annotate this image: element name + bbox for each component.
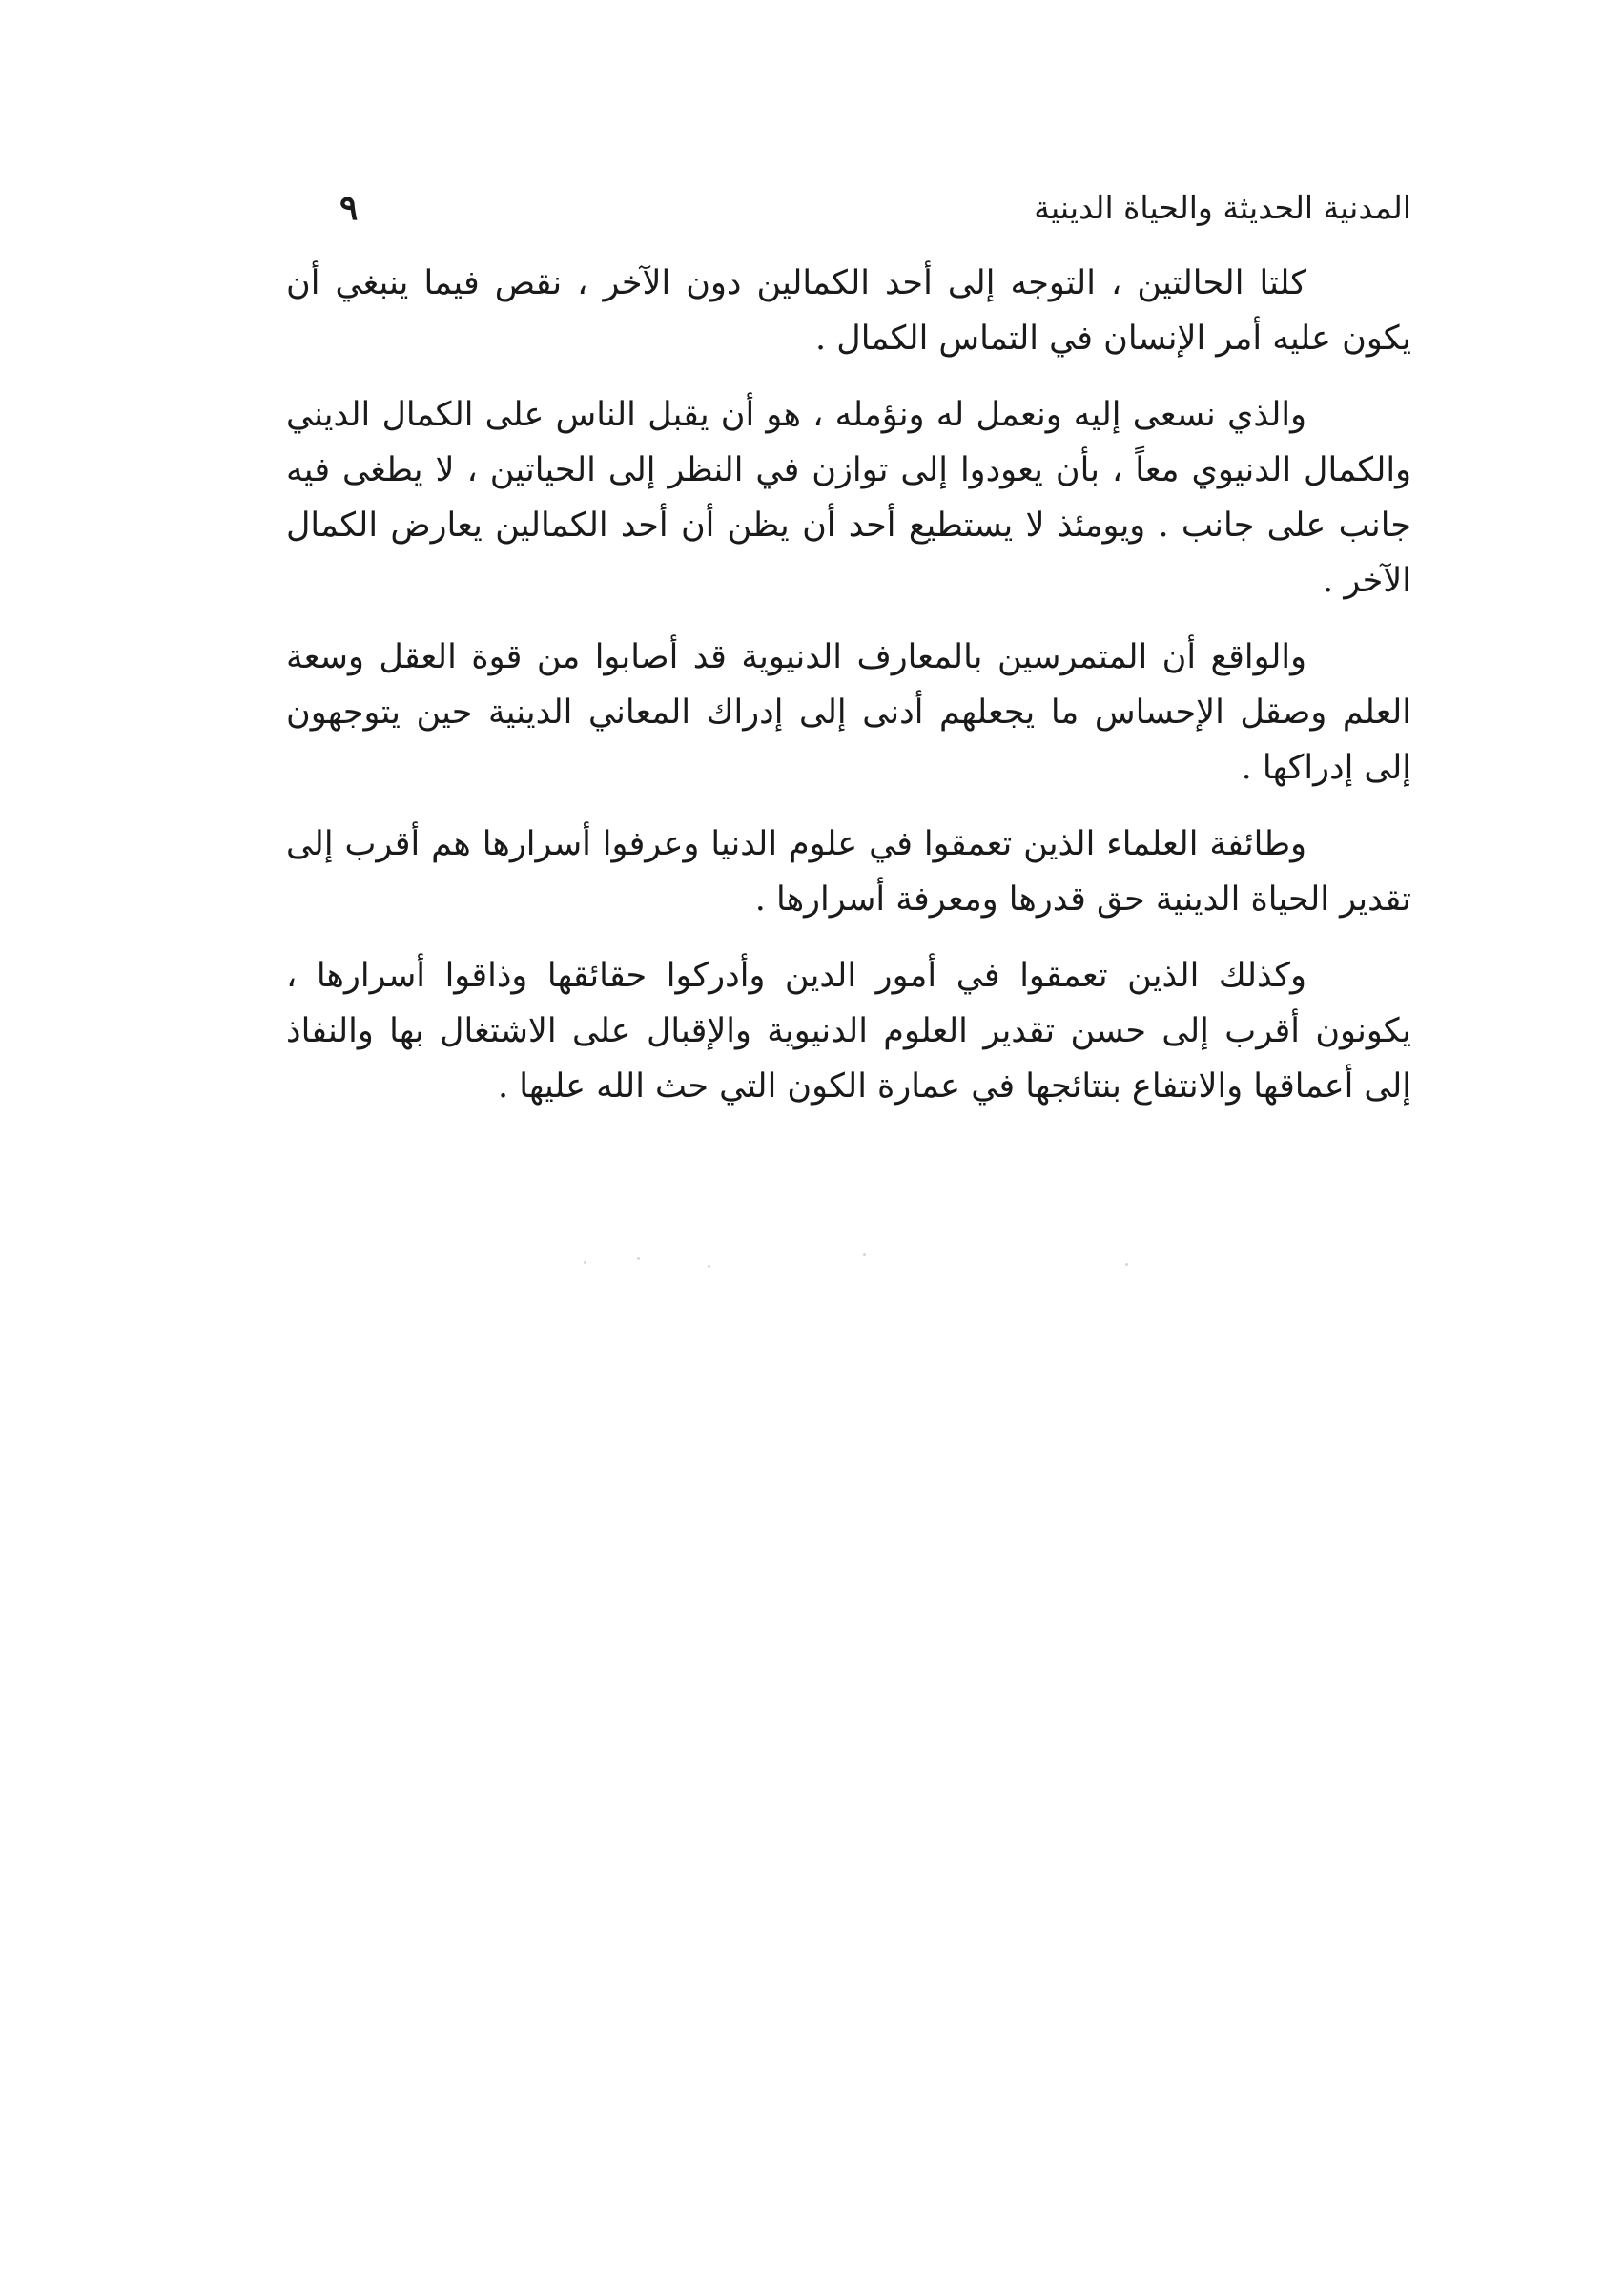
running-title: المدنية الحديثة والحياة الدينية bbox=[1034, 189, 1411, 226]
paragraph: والذي نسعى إليه ونعمل له ونؤمله ، هو أن يقبل الناس على الكمال الديني والكمال الدنيوي معاً ، بأن يعودوا إلى توازن في النظر إلى الحياتين ، لا يطغى فيه جانب على جانب . ويومئذ لا يستطيع أحد أن يظن أن أحد الكمالين يعارض الكمال الآخر . bbox=[286, 396, 1411, 600]
scan-speck bbox=[708, 1265, 710, 1268]
paragraph: وكذلك الذين تعمقوا في أمور الدين وأدركوا حقائقها وذاقوا أسرارها ، يكونون أقرب إلى حسن تقدير العلوم الدنيوية والإقبال على الاشتغال بها والنفاذ إلى أعماقها والانتفاع بنتائجها في عمارة الكون التي حث الله عليها . bbox=[286, 957, 1411, 1106]
scan-speck bbox=[584, 1261, 586, 1264]
paragraph: والواقع أن المتمرسين بالمعارف الدنيوية قد أصابوا من قوة العقل وسعة العلم وصقل الإحساس ما يجعلهم أدنى إلى إدراك المعاني الدينية حين يتوجهون إلى إدراكها . bbox=[286, 638, 1411, 787]
body-text bbox=[286, 256, 1411, 1135]
scan-speck bbox=[637, 1257, 640, 1260]
running-header bbox=[286, 179, 1411, 237]
paragraph: كلتا الحالتين ، التوجه إلى أحد الكمالين دون الآخر ، نقص فيما ينبغي أن يكون عليه أمر الإنسان في التماس الكمال . bbox=[286, 264, 1411, 358]
scan-speck bbox=[863, 1253, 866, 1256]
paragraph: وطائفة العلماء الذين تعمقوا في علوم الدنيا وعرفوا أسرارها هم أقرب إلى تقدير الحياة الدينية حق قدرها ومعرفة أسرارها . bbox=[286, 825, 1411, 919]
page-number: ٩ bbox=[339, 188, 359, 228]
scan-speck bbox=[1125, 1263, 1128, 1266]
